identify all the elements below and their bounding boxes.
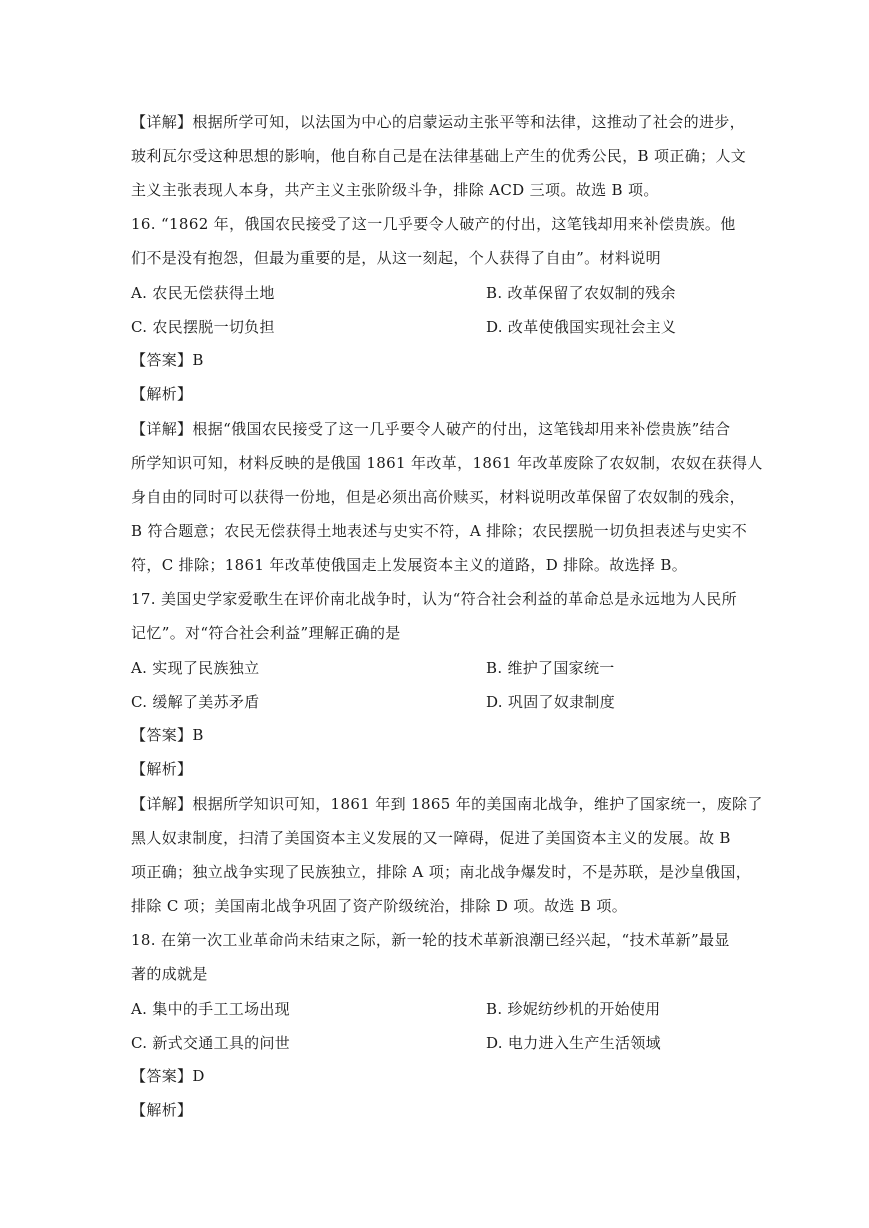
q17-detail-line-2: 黑人奴隶制度，扫清了美国资本主义发展的又一障碍，促进了美国资本主义的发展。故 B <box>131 829 731 847</box>
q17-stem-line-2: 记忆”。对“符合社会利益”理解正确的是 <box>131 624 401 642</box>
q16-detail-line-1: 【详解】根据“俄国农民接受了这一几乎要令人破产的付出，这笔钱却用来补偿贵族”结合 <box>131 420 731 438</box>
q18-answer: 【答案】D <box>131 1067 205 1085</box>
q18-analysis-label: 【解析】 <box>131 1101 193 1119</box>
q16-analysis-label: 【解析】 <box>131 385 193 403</box>
q15-detail-line-1: 【详解】根据所学可知，以法国为中心的启蒙运动主张平等和法律，这推动了社会的进步， <box>131 113 746 131</box>
q18-stem-line-1: 18. 在第一次工业革命尚未结束之际，新一轮的技术革新浪潮已经兴起，“技术革新”最显 <box>131 931 730 949</box>
q16-option-a: A. 农民无偿获得土地 <box>131 284 275 302</box>
q16-option-b: B. 改革保留了农奴制的残余 <box>486 284 676 302</box>
q17-answer: 【答案】B <box>131 726 204 744</box>
q17-stem-line-1: 17. 美国史学家爱歌生在评价南北战争时，认为“符合社会利益的革命总是永远地为人民所 <box>131 590 737 608</box>
q17-detail-line-3: 项正确；独立战争实现了民族独立，排除 A 项；南北战争爆发时，不是苏联，是沙皇俄国， <box>131 863 752 881</box>
q16-detail-line-5: 符，C 排除；1861 年改革使俄国走上发展资本主义的道路，D 排除。故选择 B。 <box>131 556 688 574</box>
q18-stem-line-2: 著的成就是 <box>131 965 208 983</box>
q16-option-c: C. 农民摆脱一切负担 <box>131 318 275 336</box>
q16-stem-line-2: 们不是没有抱怨，但最为重要的是，从这一刻起，个人获得了自由”。材料说明 <box>131 249 661 267</box>
q17-detail-line-4: 排除 C 项；美国南北战争巩固了资产阶级统治，排除 D 项。故选 B 项。 <box>131 897 628 915</box>
q16-stem-line-1: 16. “1862 年，俄国农民接受了这一几乎要令人破产的付出，这笔钱却用来补偿贵族。他 <box>131 215 736 233</box>
q17-option-b: B. 维护了国家统一 <box>486 659 615 677</box>
q16-detail-line-4: B 符合题意；农民无偿获得土地表述与史实不符，A 排除；农民摆脱一切负担表述与史实不 <box>131 522 748 540</box>
q17-analysis-label: 【解析】 <box>131 760 193 778</box>
q16-detail-line-3: 身自由的同时可以获得一份地，但是必须出高价赎买，材料说明改革保留了农奴制的残余， <box>131 488 746 506</box>
q18-option-c: C. 新式交通工具的问世 <box>131 1034 291 1052</box>
q17-option-d: D. 巩固了奴隶制度 <box>486 693 616 711</box>
q16-detail-line-2: 所学知识可知，材料反映的是俄国 1861 年改革，1861 年改革废除了农奴制，农奴在获得人 <box>131 454 763 472</box>
q17-detail-line-1: 【详解】根据所学知识可知，1861 年到 1865 年的美国南北战争，维护了国家统一，废除了 <box>131 795 763 813</box>
q18-option-d: D. 电力进入生产生活领域 <box>486 1034 661 1052</box>
q16-option-d: D. 改革使俄国实现社会主义 <box>486 318 677 336</box>
q18-option-b: B. 珍妮纺纱机的开始使用 <box>486 1000 661 1018</box>
q15-detail-line-3: 主义主张表现人本身，共产主义主张阶级斗争，排除 ACD 三项。故选 B 项。 <box>131 181 659 199</box>
q17-option-c: C. 缓解了美苏矛盾 <box>131 693 260 711</box>
q16-answer: 【答案】B <box>131 351 204 369</box>
q15-detail-line-2: 玻利瓦尔受这种思想的影响，他自称自己是在法律基础上产生的优秀公民，B 项正确；人文 <box>131 147 747 165</box>
q17-option-a: A. 实现了民族独立 <box>131 659 260 677</box>
q18-option-a: A. 集中的手工工场出现 <box>131 1000 290 1018</box>
